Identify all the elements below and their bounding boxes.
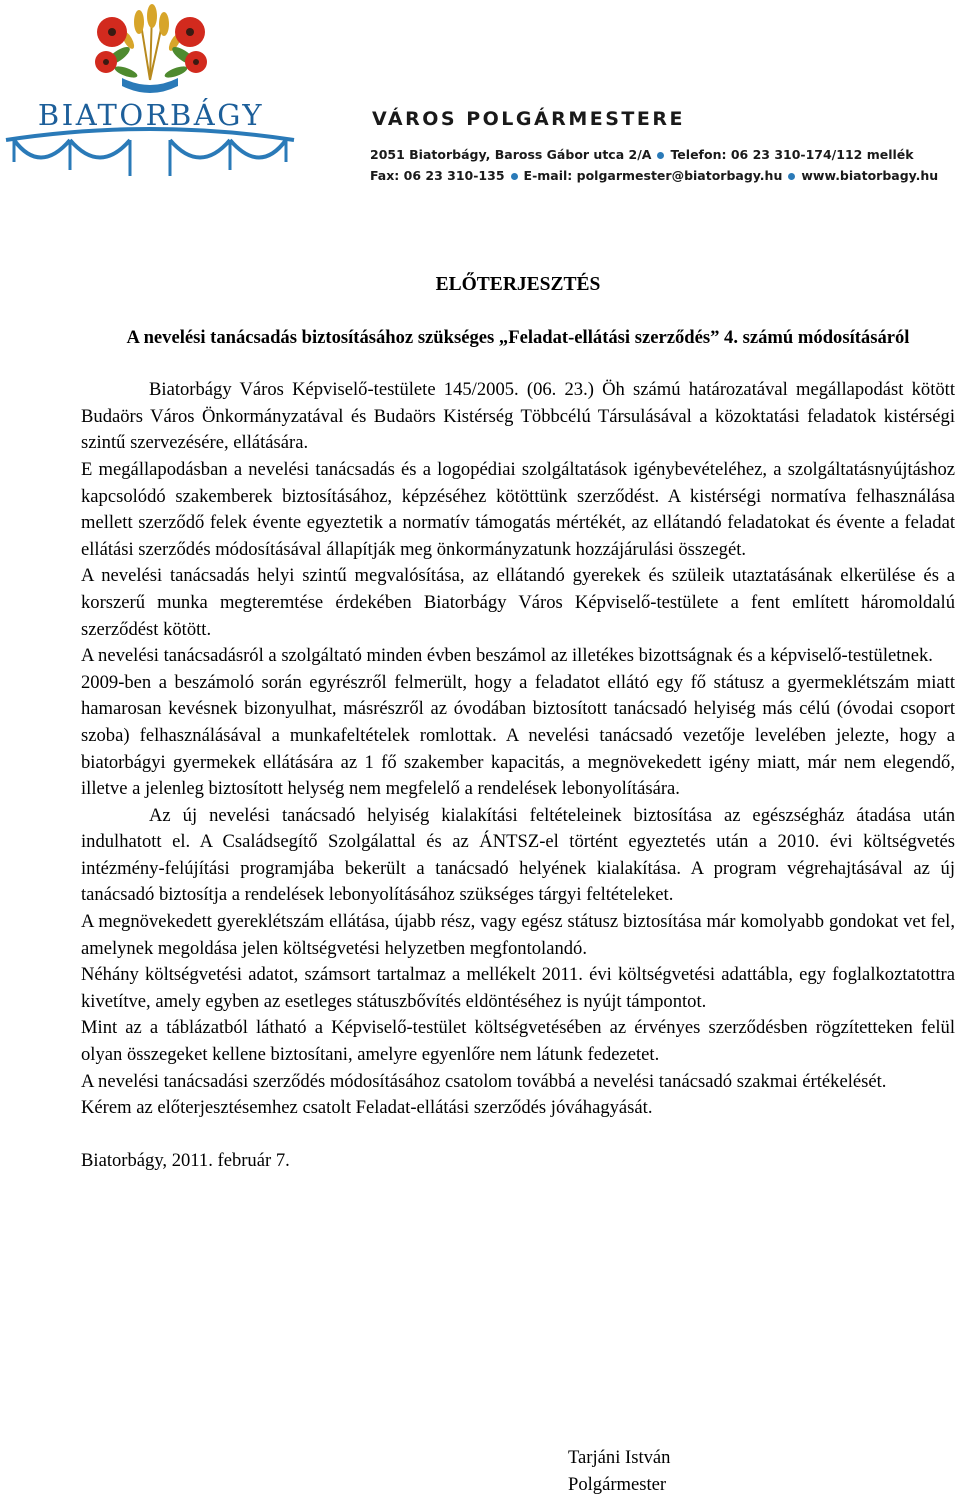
paragraph: Néhány költségvetési adatot, számsort tartalmaz a mellékelt 2011. évi költségvetési adattábla, egy foglalkoztatottra kivetítve, amely egyben az esetleges státuszbővítés eldöntéséhez is nyújt támpontot. [81, 964, 955, 1012]
phone: Telefon: 06 23 310-174/112 mellék [670, 147, 914, 162]
paragraph: 2009-ben a beszámoló során egyrészről felmerült, hogy a feladatot ellátó egy fő státusz a gyermeklétszám miatt hamarosan kevésnek bizonyulhat, másrészről az óvodában biztosított tanácsadó helyiség más célú (óvodai csoport szoba) felhasználásával a munkafeltételek romlottak. A nevelési tanácsadó vezetője levelében jelezte, hogy a biatorbágyi gyermekek ellátására az 1 fő szakember kapacitás, a megnövekedett igény miatt, már nem elegendő, illetve a jelenleg biztosított helység nem megfelelő a rendelések lebonyolítására. [81, 671, 955, 800]
bullet-icon [788, 173, 795, 180]
document-title: ELŐTERJESZTÉS [435, 274, 601, 295]
paragraph: Mint az a táblázatból látható a Képviselő-testület költségvetésében az érvényes szerződésben rögzítetteken felül olyan összegeket kellene biztosítani, amelyre egyenlőre nem látunk fedezetet. [81, 1017, 955, 1066]
address: 2051 Biatorbágy, Baross Gábor utca 2/A [370, 147, 652, 162]
document-date: Biatorbágy, 2011. február 7. [81, 1149, 290, 1171]
letterhead [0, 0, 960, 200]
bridge-icon [6, 129, 294, 158]
paragraph: Az új nevelési tanácsadó helyiség kialakítási feltételeinek biztosítása az egészségház átadása után indulhatott el. A Családsegítő Szolgálattal és az ÁNTSZ-el történt egyeztetés után a 2010. évi költségvetés intézmény-felújítási programjába bekerült a tanácsadó helyének kialakítása. A program végrehajtásával az új tanácsadó biztosítja a rendelések lebonyolításához szükséges tárgyi feltételeket. [81, 804, 955, 906]
bullet-icon [657, 152, 664, 159]
fax: Fax: 06 23 310-135 [370, 168, 505, 183]
paragraph: Kérem az előterjesztésemhez csatolt Feladat-ellátási szerződés jóváhagyását. [81, 1097, 653, 1119]
paragraph: A nevelési tanácsadás helyi szintű megvalósítása, az ellátandó gyerekek és szüleik utaztatásának elkerülése és a korszerű munka megteremtése érdekében Biatorbágy Város Képviselő-testülete a fent említett háromoldalú szerződést kötött. [81, 565, 955, 640]
contact-line-address [370, 147, 914, 162]
paragraph: A nevelési tanácsadási szerződés módosításához csatolom továbbá a nevelési tanácsadó szakmai értékelését. [81, 1070, 887, 1092]
website: www.biatorbagy.hu [801, 168, 939, 183]
paragraph: A nevelési tanácsadásról a szolgáltató minden évben beszámol az illetékes bizottságnak és a képviselő-testületnek. [81, 645, 933, 667]
document-subtitle: A nevelési tanácsadás biztosításához szükséges „Feladat-ellátási szerződés” 4. számú módosításáról [126, 326, 910, 348]
signer-name: Tarjáni István [568, 1447, 671, 1468]
signature-block [568, 1445, 670, 1498]
contact-line-online [370, 168, 938, 183]
bullet-icon [511, 173, 518, 180]
signer-title: Polgármester [568, 1473, 667, 1495]
city-brand-name: BIATORBÁGY [37, 98, 265, 132]
paragraph: A megnövekedett gyereklétszám ellátása, újabb rész, vagy egész státusz biztosítása már komolyabb gondokat vet fel, amelynek megoldása jelen költségvetési helyzetben megfontolandó. [81, 911, 955, 959]
paragraph: E megállapodásban a nevelési tanácsadás és a logopédiai szolgáltatások igénybevételéhez, a szolgáltatásnyújtáshoz kapcsolódó szakemberek biztosításához, képzéséhez kötöttünk szerződést. A kistérségi normatíva felhasználása mellett szerződő felek évente egyeztetik a normatív támogatás mértékét, az ellátandó feladatokat és évente a feladat ellátási szerződés módosításával állapítják meg önkormányzatunk hozzájárulási összegét. [81, 458, 955, 560]
paragraph: Biatorbágy Város Képviselő-testülete 145/2005. (06. 23.) Öh számú határozatával megállapodást kötött Budaörs Város Önkormányzatával és Budaörs Kistérség Többcélú Társulásával a közoktatási feladatok kistérségi szintű szervezésére, ellátására. [81, 379, 955, 454]
office-title: VÁROS POLGÁRMESTERE [372, 108, 685, 130]
document-body [81, 272, 955, 1174]
email: E-mail: polgarmester@biatorbagy.hu [523, 168, 783, 183]
